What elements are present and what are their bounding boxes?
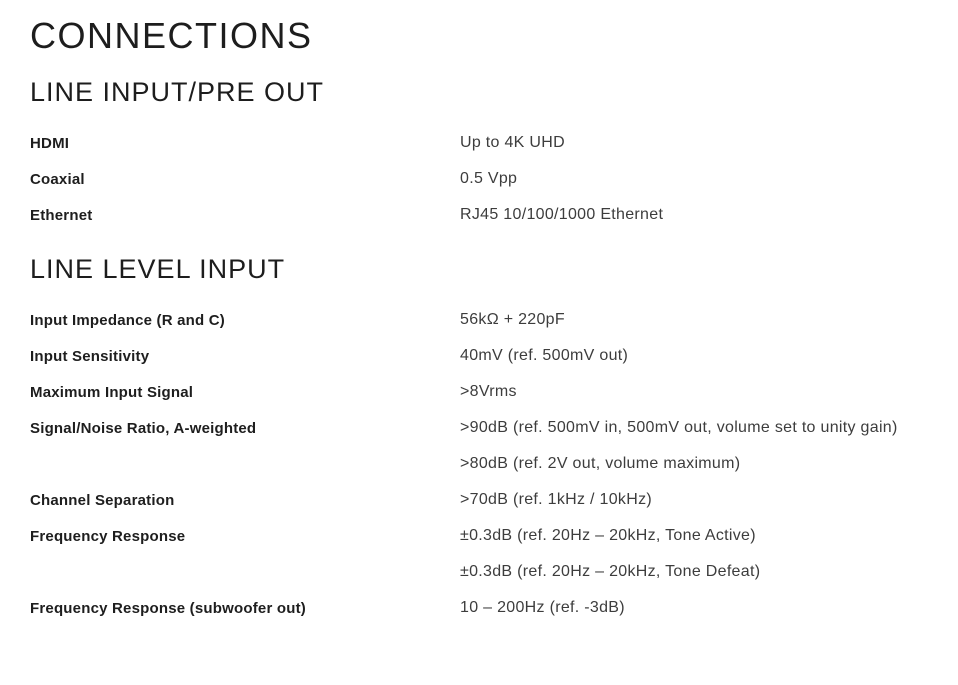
spec-section: [30, 254, 928, 633]
section-heading: LINE INPUT/PRE OUT: [30, 77, 325, 108]
page-title: CONNECTIONS: [30, 15, 313, 56]
spec-row: [30, 381, 928, 417]
spec-row: [30, 204, 928, 240]
spec-value: Up to 4K UHD: [460, 134, 565, 152]
section-heading: LINE LEVEL INPUT: [30, 254, 286, 285]
spec-value: 56kΩ + 220pF: [460, 311, 565, 329]
spec-label: Coaxial: [30, 171, 85, 189]
spec-value: >90dB (ref. 500mV in, 500mV out, volume set to unity gain): [460, 419, 898, 437]
spec-value: >80dB (ref. 2V out, volume maximum): [460, 455, 741, 473]
spec-values: [460, 345, 900, 381]
spec-row: [30, 132, 928, 168]
spec-values: [460, 417, 900, 489]
spec-label: Input Impedance (R and C): [30, 312, 226, 330]
spec-values: [460, 204, 900, 240]
spec-value: 40mV (ref. 500mV out): [460, 347, 629, 365]
spec-section: [30, 77, 928, 240]
spec-value: >8Vrms: [460, 383, 517, 401]
spec-row: [30, 417, 928, 489]
spec-row: [30, 309, 928, 345]
spec-label: Input Sensitivity: [30, 348, 150, 366]
spec-values: [460, 168, 900, 204]
spec-values: [460, 525, 900, 597]
spec-row: [30, 345, 928, 381]
spec-value: 10 – 200Hz (ref. -3dB): [460, 599, 625, 617]
spec-label: HDMI: [30, 135, 70, 153]
spec-row: [30, 489, 928, 525]
spec-values: [460, 309, 900, 345]
spec-label: Frequency Response (subwoofer out): [30, 600, 306, 618]
spec-value: 0.5 Vpp: [460, 170, 518, 188]
spec-value: >70dB (ref. 1kHz / 10kHz): [460, 491, 653, 509]
spec-sections: [30, 77, 928, 633]
section-rows: [30, 132, 928, 240]
spec-value: ±0.3dB (ref. 20Hz – 20kHz, Tone Defeat): [460, 563, 761, 581]
spec-label: Signal/Noise Ratio, A-weighted: [30, 420, 257, 438]
spec-values: [460, 597, 900, 633]
spec-values: [460, 489, 900, 525]
spec-values: [460, 132, 900, 168]
spec-row: [30, 597, 928, 633]
spec-row: [30, 525, 928, 597]
spec-label: Maximum Input Signal: [30, 384, 194, 402]
spec-value: ±0.3dB (ref. 20Hz – 20kHz, Tone Active): [460, 527, 756, 545]
spec-values: [460, 381, 900, 417]
spec-value: RJ45 10/100/1000 Ethernet: [460, 206, 664, 224]
spec-label: Channel Separation: [30, 492, 175, 510]
spec-label: Ethernet: [30, 207, 93, 225]
section-rows: [30, 309, 928, 633]
spec-row: [30, 168, 928, 204]
spec-label: Frequency Response: [30, 528, 186, 546]
